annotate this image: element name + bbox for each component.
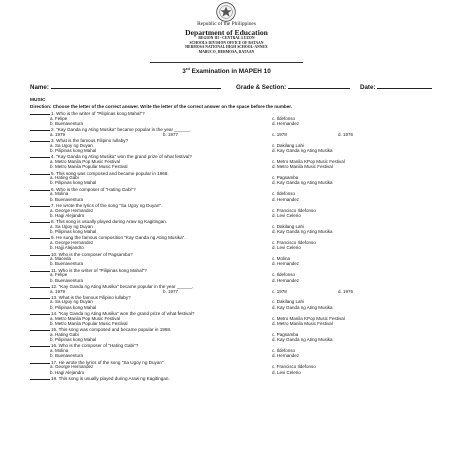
choice-c: c. 1978 — [272, 288, 287, 294]
choice-d: d. Kay Ganda ng Ating Musika — [272, 148, 333, 153]
question-number: 3. — [51, 138, 55, 144]
question-number: 13. — [51, 294, 58, 300]
choice-a: a. 1979 — [50, 288, 66, 294]
school-line: HERMOSA NATIONAL HIGH SCHOOL-ANNEX — [185, 45, 268, 50]
question-number: 9. — [51, 235, 55, 241]
question-number: 5. — [51, 170, 55, 176]
question-text: He wrote the lyrics of the song "Sa Ugoy ng Duyan". — [54, 202, 163, 208]
choice-a: a. Felipe — [50, 115, 68, 121]
choice-a: a. Sa Ugoy ng Duyan — [50, 142, 93, 148]
choice-c: c. Ildefonso — [272, 115, 296, 121]
question-text: "Kay Ganda ng Ating Musika" won the grand prize of what festival? — [57, 311, 195, 316]
deped-seal-logo — [216, 2, 236, 22]
answer-blank[interactable] — [30, 294, 50, 299]
choice-c: c. 1978 — [272, 131, 287, 137]
question-text: Who is the composer of "Hating Gabi"? — [57, 343, 139, 349]
choice-c: c. Pagsamba — [272, 331, 299, 337]
choice-b: b. Buenaventura — [50, 277, 84, 283]
header-divider — [150, 62, 303, 63]
choice-a: a. Molina — [50, 191, 69, 197]
answer-blank[interactable] — [30, 342, 50, 347]
address-line: MABUCO, HERMOSA, BATAAN — [198, 49, 255, 54]
directions: Direction: Choose the letter of the correct answer. Write the letter of the correct answer on the space before the number. — [30, 104, 293, 109]
date-field[interactable]: Date: — [360, 83, 432, 91]
choice-b: b. Metro Manila Popular Music Festival — [50, 164, 128, 170]
answer-blank[interactable] — [30, 375, 50, 380]
answer-blank[interactable] — [30, 186, 50, 191]
exam-title: 3rd Examination in MAPEH 10 — [182, 66, 271, 76]
choice-b: b. Buenaventura — [50, 261, 84, 267]
question-text: He sung the famous composition "Kay Ganda ng Ating Musika". — [54, 235, 186, 241]
choice-d: d. Hernandez — [272, 353, 300, 359]
question-item — [30, 342, 138, 348]
choice-d: d. Kay Ganda ng Ating Musika — [272, 229, 333, 234]
choice-c: c. Molina — [272, 256, 291, 262]
choice-d: d. Levi Celerio — [272, 245, 301, 251]
choice-d: d. Hernandez — [272, 120, 300, 126]
question-number: 16. — [51, 343, 58, 349]
question-text: He wrote the lyrics of the song "Sa Ugoy ng Duyan". — [57, 359, 165, 365]
choice-a: a. Sa Ugoy ng Duyan — [50, 299, 93, 305]
choice-a: a. Felipe — [50, 272, 68, 278]
choice-a: a. Hating Gabi — [50, 331, 79, 337]
question-number: 2. — [51, 127, 55, 133]
answer-blank[interactable] — [30, 267, 50, 272]
question-number: 11. — [51, 267, 58, 273]
question-text: What is the famous Filipino lullaby? — [57, 294, 131, 300]
choice-d: d. Hernandez — [272, 261, 300, 267]
grade-section-field[interactable]: Grade & Section: — [236, 83, 350, 91]
choice-a: a. Metro Manila Pop Music Festival — [50, 158, 121, 164]
choice-b: b. Buenaventura — [50, 353, 84, 359]
choice-c: c. Francisco Ildefonso — [272, 239, 316, 245]
choice-d: d. Hernandez — [272, 277, 300, 283]
letterhead — [0, 22, 453, 54]
choice-c: c. Pagsamba — [272, 175, 299, 181]
question-number: 7. — [51, 202, 55, 208]
choice-c: c. Dakilang Lahi — [272, 299, 305, 305]
question-text: Who is the writer of "Pilipinas kong Mahal"? — [54, 111, 145, 116]
question-text: Who is the composer of Pagsamba? — [57, 251, 133, 257]
choice-a: a. George Hernandez — [50, 207, 94, 213]
question-number: 12. — [51, 283, 58, 289]
question-number: 17. — [51, 359, 58, 365]
choice-b: b. Pilipinas kong Mahal — [50, 229, 97, 234]
choice-a: a. Metro Manila Pop Music Festival — [50, 315, 121, 321]
name-field[interactable]: Name: — [30, 83, 221, 91]
question-number: 10. — [51, 251, 58, 257]
choice-d: d. Levi Celerio — [272, 212, 301, 218]
question-text: This song is usually played during Araw ng Kagitingan. — [57, 375, 170, 381]
question-text: "Kay Ganda ng Ating Musika" became popular in the year ______. — [54, 127, 191, 133]
choice-b: b. Pilipinas kong Mahal — [50, 304, 97, 310]
choice-d: d. 1976 — [338, 131, 354, 137]
answer-blank[interactable] — [30, 283, 50, 288]
question-item — [30, 186, 136, 192]
choice-d: d. 1976 — [338, 288, 354, 294]
choice-c: c. Dakilang Lahi — [272, 142, 305, 148]
date-blank[interactable] — [377, 83, 432, 89]
choice-a: a. Molina — [50, 348, 69, 353]
grade-section-blank[interactable] — [288, 83, 350, 89]
choice-d: d. Metro Manila Music Festival — [272, 320, 333, 326]
answer-blank[interactable] — [30, 359, 50, 364]
choice-b: b. Hagi Alejandro — [50, 212, 85, 218]
question-text: Who is the composer of "Hating Gabi"? — [54, 186, 136, 192]
choice-a: a. Sa Ugoy ng Duyan — [50, 223, 93, 229]
choice-a: a. George Hernandez — [50, 239, 94, 245]
question-item — [30, 251, 133, 257]
choice-b: b. Hajji Alejandro — [50, 245, 84, 251]
question-text: "Kay Ganda ng Ating Musika" won the grand prize of what festival? — [54, 154, 192, 160]
choice-d: d. Hernandez — [272, 196, 300, 202]
choice-c: c. Metro Manila KPop Music Festival — [272, 158, 345, 164]
question-number: 8. — [51, 219, 55, 225]
question-number: 15. — [51, 327, 58, 333]
answer-blank[interactable] — [30, 170, 50, 175]
answer-blank[interactable] — [30, 310, 50, 315]
answer-blank[interactable] — [30, 251, 50, 256]
choice-c: c. Ildefonso — [272, 348, 296, 353]
answer-blank[interactable] — [30, 202, 50, 207]
question-text: Who is the writer of "Pilipinas kong Mahal"? — [57, 267, 147, 273]
choice-c: c. Metro Manila KPop Music Festival — [272, 315, 345, 321]
answer-blank[interactable] — [30, 137, 50, 142]
choice-d: d. Kay Ganda ng Ating Musika — [272, 304, 333, 310]
choice-a: a. Hating Gabi — [50, 175, 79, 181]
choice-b: b. Pilipinas kong Mahal — [50, 180, 97, 186]
answer-blank[interactable] — [30, 326, 50, 331]
answer-blank[interactable] — [30, 218, 50, 223]
section-heading: MUSIC — [30, 98, 46, 103]
choice-c: c. Francisco Ildefonso — [272, 207, 316, 213]
division-line: SCHOOLS DIVISION OFFICE OF BATAAN — [189, 40, 264, 45]
republic-line: Republic of the Philippines — [197, 21, 256, 27]
question-text: This song is usually played during Araw ng Kagitingan. — [54, 219, 168, 225]
name-blank[interactable] — [51, 83, 221, 89]
choice-b: b. 1977 — [163, 288, 179, 294]
question-text: This song was composed and became popular in 1968. — [54, 170, 169, 176]
question-text: What is the famous Filipino lullaby? — [54, 138, 129, 144]
choice-b: b. 1977 — [163, 131, 179, 137]
choice-b: b. Buenaventura — [50, 196, 84, 202]
question-number: 6. — [51, 186, 55, 192]
answer-blank[interactable] — [30, 234, 50, 239]
choice-a: a. 1979 — [50, 131, 66, 137]
choice-b: b. Pilipinas kong Mahal — [50, 337, 97, 343]
answer-blank[interactable] — [30, 126, 50, 131]
question-number: 18. — [51, 375, 58, 381]
choice-b: b. Hagi Alejandro — [50, 369, 85, 375]
choice-b: b. Metro Manila Popular Music Festival — [50, 320, 128, 326]
choice-a: a. George Hernandez — [50, 364, 94, 370]
question-item — [30, 267, 147, 273]
choice-b: b. Buenaventura — [50, 120, 84, 126]
choice-c: c. Ildefonso — [272, 191, 296, 197]
question-number: 4. — [51, 154, 55, 160]
question-item — [30, 375, 170, 381]
question-text: "Kay Ganda ng Ating Musika" became popular in the year ______. — [57, 283, 194, 289]
department-name: Department of Education — [185, 28, 268, 37]
question-item — [30, 110, 145, 116]
choice-d: d. Kay Ganda ng Ating Musika — [272, 337, 333, 343]
question-number: 14. — [51, 311, 58, 316]
choice-d: d. Metro Manila Music Festival — [272, 164, 333, 170]
question-number: 1. — [51, 111, 55, 116]
choice-a: a. Maceda — [50, 256, 72, 262]
answer-blank[interactable] — [30, 153, 50, 158]
choice-b: b. Pilipinas kong Mahal — [50, 148, 97, 153]
choice-c: c. Dakilang Lahi — [272, 223, 305, 229]
choice-c: c. Ildefonso — [272, 272, 296, 278]
choice-c: c. Francisco Ildefonso — [272, 364, 316, 370]
choice-d: d. Kay Ganda ng Ating Musika — [272, 180, 333, 186]
question-text: This song was composed and became popular in 1968. — [57, 327, 172, 333]
answer-blank[interactable] — [30, 110, 50, 115]
choice-d: d. Levi Celerio — [272, 369, 301, 375]
region-line: REGION III - CENTRAL LUZON — [198, 36, 255, 41]
